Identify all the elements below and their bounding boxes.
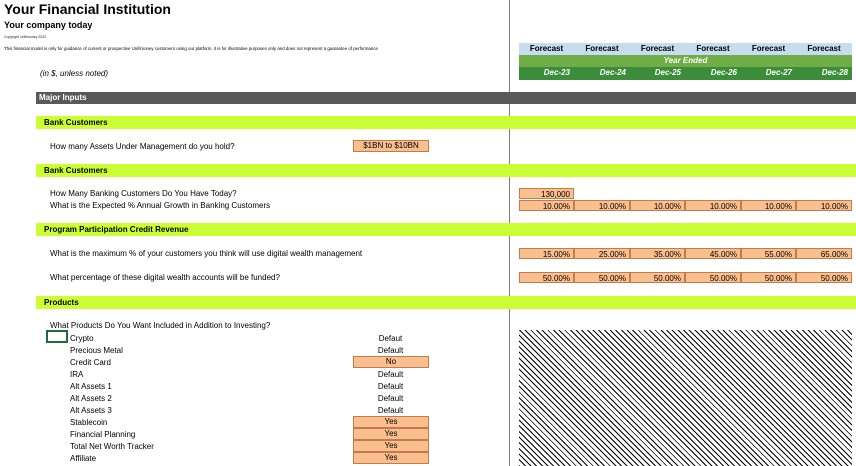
product-value[interactable]: Default xyxy=(377,346,404,355)
product-value-input[interactable]: Yes xyxy=(353,440,429,452)
period-dec-27: Dec-27 xyxy=(741,67,796,79)
growth-dec-25[interactable]: 10.00% xyxy=(630,200,685,211)
product-value[interactable]: Default xyxy=(377,394,404,403)
product-value[interactable]: Defaut xyxy=(378,334,403,343)
forecast-header-5: Forecast xyxy=(741,43,796,55)
forecast-header-6: Forecast xyxy=(796,43,852,55)
growth-dec-26[interactable]: 10.00% xyxy=(685,200,741,211)
period-dec-23: Dec-23 xyxy=(519,67,574,79)
period-dec-25: Dec-25 xyxy=(630,67,685,79)
bank-customers-title-2: Bank Customers xyxy=(44,166,108,175)
product-value[interactable]: Default xyxy=(377,406,404,415)
aum-question: How many Assets Under Management do you hold? xyxy=(50,142,235,151)
forecast-header-4: Forecast xyxy=(685,43,741,55)
year-ended-bar xyxy=(519,55,852,67)
disclaimer-text: This financial model is only for guidance of current or prospective Unifimoney customers using our platform, it is for illustrative purposes only and does not represent a guarantee of performance xyxy=(4,46,378,51)
product-name: Total Net Worth Tracker xyxy=(70,442,154,451)
period-dec-26: Dec-26 xyxy=(685,67,741,79)
product-name: Affiliate xyxy=(70,454,97,463)
product-value-input[interactable]: Yes xyxy=(353,416,429,428)
digital-question: What is the maximum % of your customers you think will use digital wealth management xyxy=(50,249,363,258)
product-value-input[interactable]: Yes xyxy=(353,428,429,440)
bank-customers-title-1: Bank Customers xyxy=(44,118,108,127)
product-name: Financial Planning xyxy=(70,430,136,439)
product-name: Precious Metal xyxy=(70,346,123,355)
row-gutter xyxy=(0,0,3,466)
growth-question: What is the Expected % Annual Growth in Banking Customers xyxy=(50,201,271,210)
units-note: (in $, unless noted) xyxy=(40,69,109,78)
funded-dec-24[interactable]: 50.00% xyxy=(574,272,630,283)
product-value[interactable]: Default xyxy=(377,382,404,391)
digital-dec-27[interactable]: 55.00% xyxy=(741,248,796,259)
growth-dec-28[interactable]: 10.00% xyxy=(796,200,852,211)
period-dec-28: Dec-28 xyxy=(796,67,852,79)
growth-dec-23[interactable]: 10.00% xyxy=(519,200,574,211)
copyright-note: Copyright Unifimoney 2022 xyxy=(4,35,47,39)
major-inputs-title: Major Inputs xyxy=(39,93,87,102)
product-name: Alt Assets 2 xyxy=(70,394,112,403)
growth-dec-24[interactable]: 10.00% xyxy=(574,200,630,211)
digital-dec-24[interactable]: 25.00% xyxy=(574,248,630,259)
customers-input[interactable]: 130,000 xyxy=(519,188,574,199)
products-title: Products xyxy=(44,298,79,307)
product-name: Stablecoin xyxy=(70,418,108,427)
forecast-header-3: Forecast xyxy=(630,43,685,55)
funded-dec-27[interactable]: 50.00% xyxy=(741,272,796,283)
bank-customers-band-2 xyxy=(36,164,856,177)
funded-dec-25[interactable]: 50.00% xyxy=(630,272,685,283)
program-participation-title: Program Participation Credit Revenue xyxy=(44,225,189,234)
product-name: IRA xyxy=(70,370,84,379)
page-title: Your Financial Institution xyxy=(4,1,171,17)
product-value[interactable]: Default xyxy=(377,370,404,379)
aum-input[interactable]: $1BN to $10BN xyxy=(353,140,429,152)
period-dec-24: Dec-24 xyxy=(574,67,630,79)
products-question: What Products Do You Want Included in Addition to Investing? xyxy=(50,321,271,330)
digital-dec-25[interactable]: 35.00% xyxy=(630,248,685,259)
header-underline xyxy=(519,79,852,80)
product-value-input[interactable]: Yes xyxy=(353,452,429,464)
funded-dec-28[interactable]: 50.00% xyxy=(796,272,852,283)
page-subtitle: Your company today xyxy=(4,20,93,30)
funded-dec-26[interactable]: 50.00% xyxy=(685,272,741,283)
products-band xyxy=(36,296,856,309)
year-ended-label: Year Ended xyxy=(663,56,708,65)
digital-dec-26[interactable]: 45.00% xyxy=(685,248,741,259)
selected-cell-cursor[interactable] xyxy=(46,330,68,343)
hatched-disabled-area xyxy=(519,330,852,466)
digital-dec-23[interactable]: 15.00% xyxy=(519,248,574,259)
product-name: Alt Assets 1 xyxy=(70,382,112,391)
product-value-input[interactable]: No xyxy=(353,356,429,368)
product-name: Credit Card xyxy=(70,358,111,367)
funded-dec-23[interactable]: 50.00% xyxy=(519,272,574,283)
major-inputs-band xyxy=(36,92,856,104)
bank-customers-band-1 xyxy=(36,116,856,129)
forecast-header-2: Forecast xyxy=(574,43,630,55)
growth-dec-27[interactable]: 10.00% xyxy=(741,200,796,211)
product-name: Alt Assets 3 xyxy=(70,406,112,415)
digital-dec-28[interactable]: 65.00% xyxy=(796,248,852,259)
forecast-header-1: Forecast xyxy=(519,43,574,55)
customers-question: How Many Banking Customers Do You Have Today? xyxy=(50,189,237,198)
funded-question: What percentage of these digital wealth accounts will be funded? xyxy=(50,273,280,282)
product-name: Crypto xyxy=(70,334,94,343)
